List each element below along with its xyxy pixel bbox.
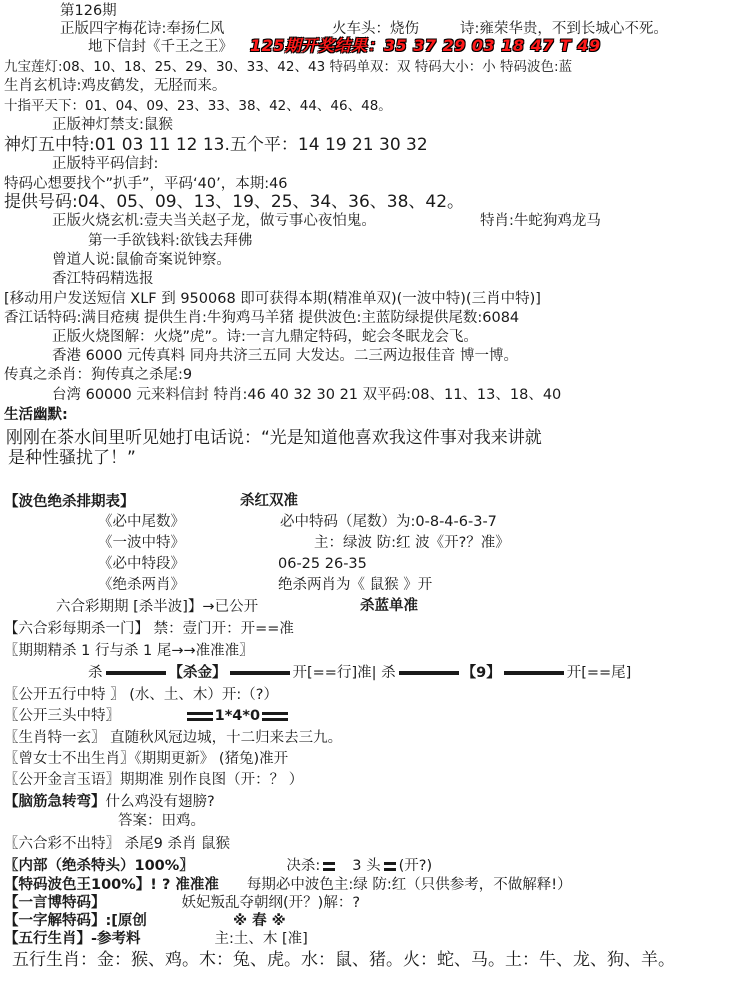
special-envelope: 正版特平码信封: [52, 156, 159, 172]
table-header: 【波色绝杀排期表】 [4, 494, 135, 510]
ten-fingers: 十指平天下：01、04、09、23、33、38、42、44、46、48。 [4, 98, 392, 114]
kill-row: 开[==行]准| 杀 [292, 665, 396, 681]
fax-kill: 传真之杀肖：狗传真之杀尾:9 [4, 367, 193, 383]
row-wave-key: 《一波中特》 [98, 535, 185, 551]
wave-king-line [4, 876, 572, 894]
fire-head: 火车头：烧伤 [332, 21, 419, 37]
row-tail-key: 《必中尾数》 [98, 514, 185, 530]
wave-king-value: 每期必中波色主:绿 防:红（只供参考，不做解释!） [246, 877, 572, 893]
half-wave: 六合彩期期 [杀半波]】→已公开 [56, 599, 259, 615]
hongkong-fax: 香港 6000 元传真料 同舟共济三五同 大发达。二三两边报佳音 博一博。 [52, 348, 518, 364]
lotus-lamp: 九宝莲灯:08、10、18、25、29、30、33、42、43 特码单双：双 特码大小：小 特码波色:蓝 [4, 59, 573, 75]
row-segment-key: 《必中特段》 [98, 556, 185, 572]
double-bar [399, 671, 459, 675]
five-elements-special: 〖公开五行中特 〗 (水、土、木）开:（?） [4, 687, 278, 703]
open-question: (开?) [398, 858, 433, 874]
inner-kill-line [4, 857, 432, 875]
no-special: 〖六合彩不出特〗 杀尾9 杀肖 鼠猴 [4, 836, 231, 852]
kill-label: 杀 [88, 665, 103, 681]
five-elements-main: 主:土、木 [准] [214, 931, 308, 947]
zodiac-mystery: 〖生肖特一玄〗 直随秋风冠边城，十二归来去三九。 [4, 730, 343, 746]
row-tail-value: 必中特码（尾数）为:0-8-4-6-3-7 [280, 514, 497, 530]
double-bar [106, 671, 166, 675]
one-char-label: 【一字解特码】:[原创 [4, 913, 147, 929]
head-count: 3 头 [352, 858, 381, 874]
xiangjiang-talk: 香江话特码:满目疮痍 提供生肖:牛狗鸡马羊猪 提供波色:主蓝防绿提供尾数:6084 [4, 310, 520, 326]
sms-promo: [移动用户发送短信 XLF 到 950068 即可获得本期(精准单双)(一波中特)(三肖中特)] [4, 291, 541, 307]
row-segment-value: 06-25 26-35 [278, 556, 367, 572]
inner-kill-label: 〖内部（绝杀特头）100%〗 [4, 858, 194, 874]
thick-bar [262, 712, 288, 721]
riddle-question: 什么鸡没有翅膀? [105, 794, 215, 810]
five-elements-list: 五行生肖：金：猴、鸡。木：兔、虎。水：鼠、猪。火：蛇、马。土：牛、龙、狗、羊。 [12, 950, 675, 970]
kill-line [88, 664, 631, 682]
five-elements-label: 【五行生肖】-参考料 [4, 931, 141, 947]
one-word-label: 【一言博特码】 [4, 895, 106, 911]
one-word-line [4, 894, 360, 912]
three-heads-value: 1*4*0 [214, 708, 261, 724]
humor-title: 生活幽默: [4, 407, 68, 423]
fire-mystery: 正版火烧玄机:壹夫当关赵子龙，做亏事心夜怕鬼。 [52, 213, 376, 229]
double-bar [230, 671, 290, 675]
zeng-said: 曾道人说:鼠偷奇案说钟察。 [52, 252, 231, 268]
one-word-value: 妖妃叛乱夺朝纲(开？)解：? [181, 895, 361, 911]
five-elements-ref-line [4, 930, 308, 948]
equals-mark [384, 862, 396, 871]
kill-red: 杀红双准 [240, 493, 298, 509]
special-zodiac: 特肖:牛蛇狗鸡龙马 [480, 213, 601, 229]
joke-line-1: 刚刚在茶水间里听见她打电话说：“光是知道他喜欢我这件事对我来讲就 [6, 428, 542, 448]
kill-tail: 开[==尾] [566, 665, 632, 681]
thick-bar [187, 712, 213, 721]
decisive-kill: 决杀: [286, 858, 321, 874]
kill-gold: 【杀金】 [168, 665, 227, 681]
row-kill-two-key: 《绝杀两肖》 [98, 577, 185, 593]
draw-result: 125期开奖结果：35 37 29 03 18 47 T 49 [250, 36, 601, 55]
kill-nine: 【9】 [461, 665, 501, 681]
golden-words: 〖公开金言玉语〗期期准 别作良图（开：？ ） [4, 772, 304, 788]
kill-one-door: 【六合彩每期杀一门】 禁：壹门开：开==准 [4, 621, 294, 637]
first-hand: 第一手欲钱料:欲钱去拜佛 [88, 233, 253, 249]
lamp-ban: 正版神灯禁支:鼠猴 [52, 117, 173, 133]
riddle-label: 【脑筋急转弯】 [4, 794, 106, 810]
poem-line: 诗:雍荣华贵，不到长城心不死。 [460, 21, 668, 37]
riddle-answer: 答案：田鸡。 [118, 813, 205, 829]
poem-title: 正版四字梅花诗:奉扬仁风 [60, 21, 225, 37]
three-heads-label: 〖公开三头中特〗 [4, 708, 120, 724]
fire-diagram: 正版火烧图解：火烧”虎”。诗:一言九鼎定特码，蛇会冬眠龙会飞。 [52, 329, 478, 345]
riddle-line [4, 793, 215, 811]
lamp-five: 神灯五中特:01 03 11 12 13.五个平：14 19 21 30 32 [4, 135, 428, 155]
double-bar [504, 671, 564, 675]
ms-zeng: 〖曾女士不出生肖〗《期期更新》 (猪兔)准开 [4, 751, 289, 767]
xiangjiang-title: 香江特码精选报 [52, 271, 154, 287]
one-char-line [4, 912, 286, 930]
one-char-value: ※ 春 ※ [232, 913, 286, 929]
zodiac-poem: 生肖玄机诗:鸡皮鹤发，无胫而来。 [4, 78, 227, 94]
kill-row-tail: 〖期期精杀 1 行与杀 1 尾→→准准准〗 [4, 643, 254, 659]
underground-envelope: 地下信封《千王之王》 [88, 39, 233, 55]
three-heads-line [4, 707, 290, 725]
equals-mark [323, 862, 335, 871]
joke-line-2: 是种性骚扰了！” [8, 448, 136, 468]
kill-blue: 杀蓝单准 [360, 598, 418, 614]
pickpocket-line: 特码心想要找个”扒手”，平码‘40’，本期:46 [4, 176, 288, 192]
row-kill-two-value: 绝杀两肖为《 鼠猴 》开 [278, 577, 433, 593]
issue-number: 第126期 [60, 3, 117, 19]
row-wave-value: 主：绿波 防:红 波《开?？准》 [314, 535, 510, 551]
provided-numbers: 提供号码:04、05、09、13、19、25、34、36、38、42。 [4, 192, 465, 212]
taiwan-envelope: 台湾 60000 元来料信封 特肖:46 40 32 30 21 双平码:08、11、13、18、40 [52, 387, 562, 403]
wave-king-label: 【特码波色王100%】! ? 准准准 [4, 877, 219, 893]
